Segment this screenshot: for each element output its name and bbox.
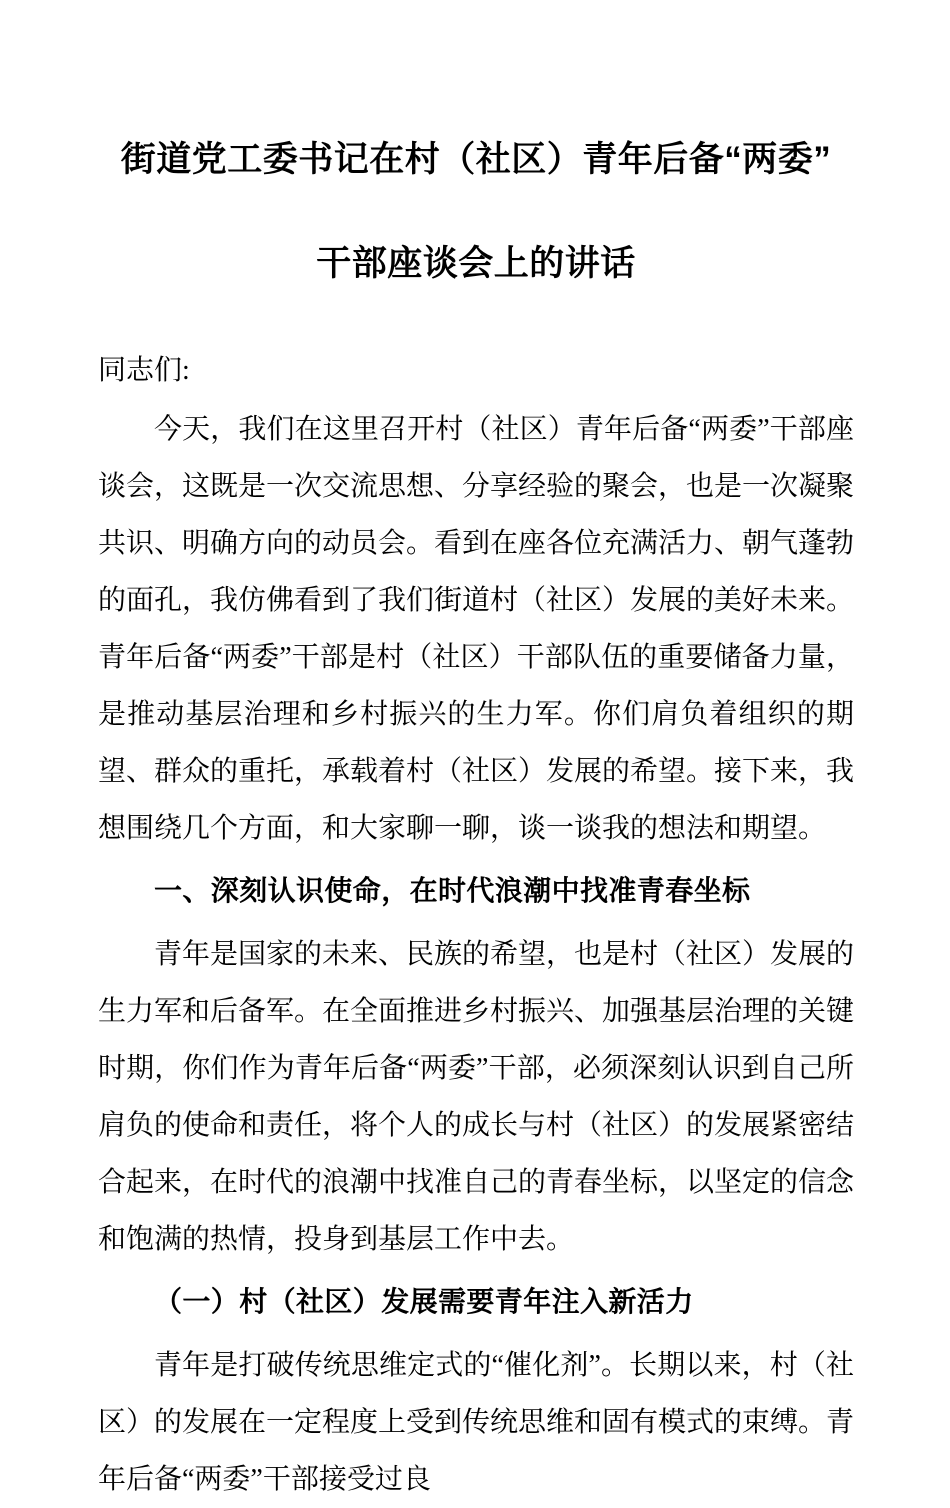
section-1-paragraph: 青年是国家的未来、民族的希望，也是村（社区）发展的生力军和后备军。在全面推进乡村振兴、加强基层治理的关键时期，你们作为青年后备“两委”干部，必须深刻认识到自己所肩负的使命和责任，将个人的成长与村（社区）的发展紧密结合起来，在时代的浪潮中找准自己的青春坐标，以坚定的信念和饱满的热情，投身到基层工作中去。	[98, 939, 855, 1255]
salutation: 同志们:	[98, 355, 190, 386]
subsection-heading-1-1: （一）村（社区）发展需要青年注入新活力	[154, 1287, 694, 1318]
subsection-1-1-paragraph: 青年是打破传统思维定式的“催化剂”。长期以来，村（社区）的发展在一定程度上受到传统思维和固有模式的束缚。青年后备“两委”干部接受过良	[98, 1350, 855, 1495]
document-content	[98, 0, 854, 1508]
opening-paragraph: 今天，我们在这里召开村（社区）青年后备“两委”干部座谈会，这既是一次交流思想、分享经验的聚会，也是一次凝聚共识、明确方向的动员会。看到在座各位充满活力、朝气蓬勃的面孔，我仿佛看到了我们街道村（社区）发展的美好未来。青年后备“两委”干部是村（社区）干部队伍的重要储备力量，是推动基层治理和乡村振兴的生力军。你们肩负着组织的期望、群众的重托，承载着村（社区）发展的希望。接下来，我想围绕几个方面，和大家聊一聊，谈一谈我的想法和期望。	[98, 414, 855, 844]
section-heading-1: 一、深刻认识使命，在时代浪潮中找准青春坐标	[154, 876, 751, 907]
page-title	[98, 0, 854, 316]
page-title-line-2: 干部座谈会上的讲话	[316, 244, 636, 283]
page-title-line-1: 街道党工委书记在村（社区）青年后备“两委”	[120, 140, 832, 179]
